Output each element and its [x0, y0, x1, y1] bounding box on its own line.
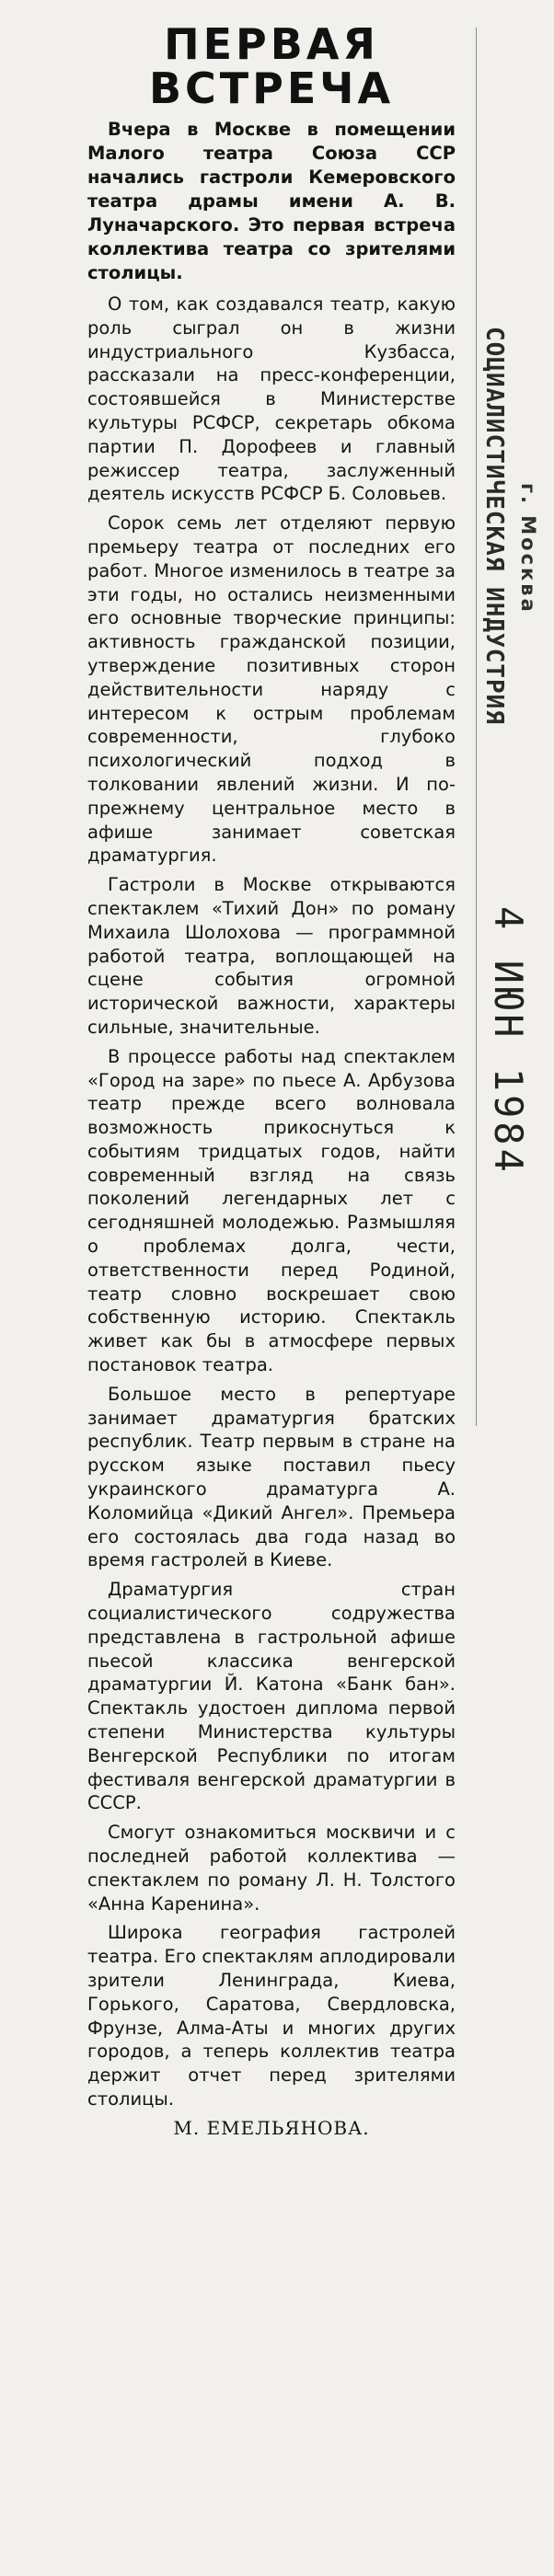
- article-paragraph: Широка география гастролей театра. Его спектаклям аплодировали зрители Ленинграда, Киева, Горького, Саратова, Свердловска, Фрунзе, Алма-Аты и многих других городов, а теперь коллектив театра держит отчет перед зрителями столицы.: [87, 1922, 456, 2110]
- article-headline: [87, 19, 456, 113]
- stamp-newspaper-name: СОЦИАЛИСТИЧЕСКАЯ ИНДУСТРИЯ: [480, 327, 508, 725]
- article-paragraph: Смогут ознакомиться москвичи и с последней работой коллектива — спектаклем по роману Л. Н. Толстого «Анна Каренина».: [87, 1822, 456, 1915]
- column-divider: [476, 28, 477, 1426]
- article-paragraph: Драматургия стран социалистического содружества представлена в гастрольной афише пьесой классика венгерской драматургии Й. Катона «Банк бан». Спектакль удостоен диплома первой степени Министерства культуры Венгерской Республики по итогам фестиваля венгерской драматургии в СССР.: [87, 1579, 456, 1814]
- article-paragraph: Гастроли в Москве открываются спектаклем «Тихий Дон» по роману Михаила Шолохова — программной работой театра, воплощающей на сцене события огромной исторической важности, характеры сильные, значительные.: [87, 874, 456, 1038]
- headline-line-1: ПЕРВАЯ: [164, 19, 379, 69]
- article-paragraph: О том, как создавался театр, какую роль сыграл он в жизни индустриального Кузбасса, рассказали на пресс-конференции, состоявшейся в Министерстве культуры РСФСР, секретарь обкома партии П. Дорофеев и главный режиссер театра, заслуженный деятель искусств РСФСР Б. Соловьев.: [87, 293, 456, 505]
- headline-line-2: ВСТРЕЧА: [148, 63, 395, 113]
- article-paragraph: В процессе работы над спектаклем «Город на заре» по пьесе А. Арбузова театр прежде всего волновала возможность прикоснуться к событиям тридцатых годов, найти современный взгляд на связь поколений легендарных лет с сегодняшней молодежью. Размышляя о проблемах долга, чести, ответственности перед Родиной, театр словно воскрешает свою собственную историю. Спектакль живет как бы в атмосфере первых постановок театра.: [87, 1045, 456, 1376]
- article-lead: Вчера в Москве в помещении Малого театра Союза ССР начались гастроли Кемеровского театра драмы имени А. В. Луначарского. Это первая встреча коллектива театра со зрителями столицы.: [87, 119, 456, 283]
- stamp-city: г. Москва: [517, 483, 539, 615]
- article-paragraph: Сорок семь лет отделяют первую премьеру театра от последних его работ. Многое изменилось в театре за эти годы, но остались неизменными его основные творческие принципы: активность гражданской позиции, утверждение позитивных сторон действительности наряду с интересом к острым проблемам современности, глубоко психологический подход в толковании явлений жизни. И по-прежнему центральное место в афише занимает советская драматургия.: [87, 512, 456, 867]
- article-column: [87, 19, 456, 2139]
- stamp-date: 4 ИЮН 1984: [486, 906, 531, 1176]
- article-paragraph: Большое место в репертуаре занимает драматургия братских республик. Театр первым в стране на русском языке поставил пьесу украинского драматурга А. Коломийца «Дикий Ангел». Премьера его состоялась два года назад во время гастролей в Киеве.: [87, 1383, 456, 1571]
- author-signature: М. ЕМЕЛЬЯНОВА.: [173, 2116, 370, 2139]
